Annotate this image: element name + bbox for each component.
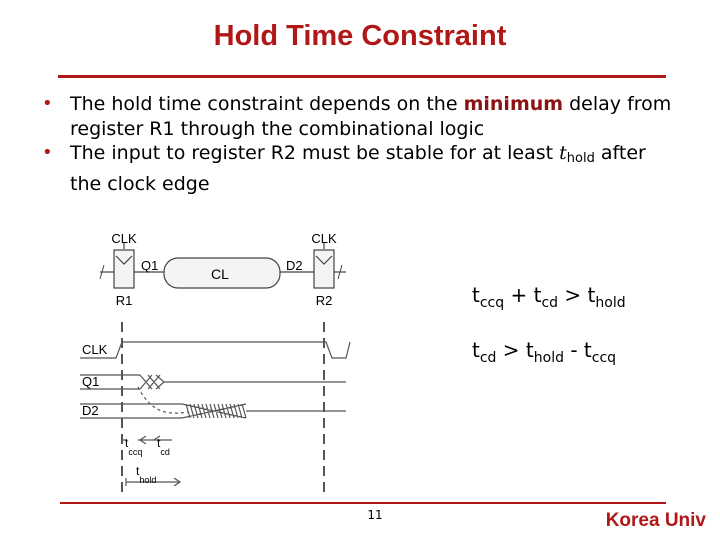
footer-divider xyxy=(60,502,666,504)
clk-label-r1: CLK xyxy=(111,231,137,246)
clk-waveform xyxy=(80,342,350,358)
bullet-italic: t xyxy=(559,142,567,164)
tccq-tcd-arrows xyxy=(122,436,172,444)
tccq-label: $t_{ccq}$ xyxy=(125,436,143,457)
clk-label-r2: CLK xyxy=(311,231,337,246)
cl-label: CL xyxy=(211,266,229,282)
register-r1 xyxy=(114,250,134,288)
bullet-subscript: hold xyxy=(566,151,595,166)
brand-footer: Korea Univ xyxy=(605,510,706,531)
bullet-text: after the clock edge xyxy=(70,142,646,195)
d2-waveform xyxy=(80,404,346,418)
waveforms xyxy=(80,322,350,494)
causality-curve xyxy=(138,387,188,413)
r2-label: R2 xyxy=(315,293,333,308)
bullet-emphasis: minimum xyxy=(463,93,564,115)
tcd-label: $t_{cd}$ xyxy=(157,436,170,457)
r1-label: R1 xyxy=(115,293,133,308)
bullet-text: The hold time constraint depends on the xyxy=(70,93,464,115)
d2-label: D2 xyxy=(286,258,303,273)
equation-hold-2: $t_{cd} > t_{hold} - t_{ccq}$ xyxy=(472,338,617,366)
bullet-text: The input to register R2 must be stable for at least xyxy=(70,142,560,164)
thold-label: $t_{hold}$ xyxy=(136,464,157,485)
bullet-dot-icon: • xyxy=(42,93,53,114)
signal-label-q1: Q1 xyxy=(82,374,100,389)
slide-title: Hold Time Constraint xyxy=(213,20,507,52)
signal-label-clk: CLK xyxy=(82,342,108,357)
equation-hold-1: $t_{ccq} + t_{cd} > t_{hold}$ xyxy=(472,283,626,311)
signal-label-d2: D2 xyxy=(82,403,99,418)
bullet-text: delay from register R1 through the combinational logic xyxy=(70,93,672,140)
q1-waveform xyxy=(80,375,346,389)
bullet-dot-icon: • xyxy=(42,142,53,163)
q1-label: Q1 xyxy=(141,258,159,273)
register-r2 xyxy=(314,250,334,288)
page-number: 11 xyxy=(367,508,383,522)
